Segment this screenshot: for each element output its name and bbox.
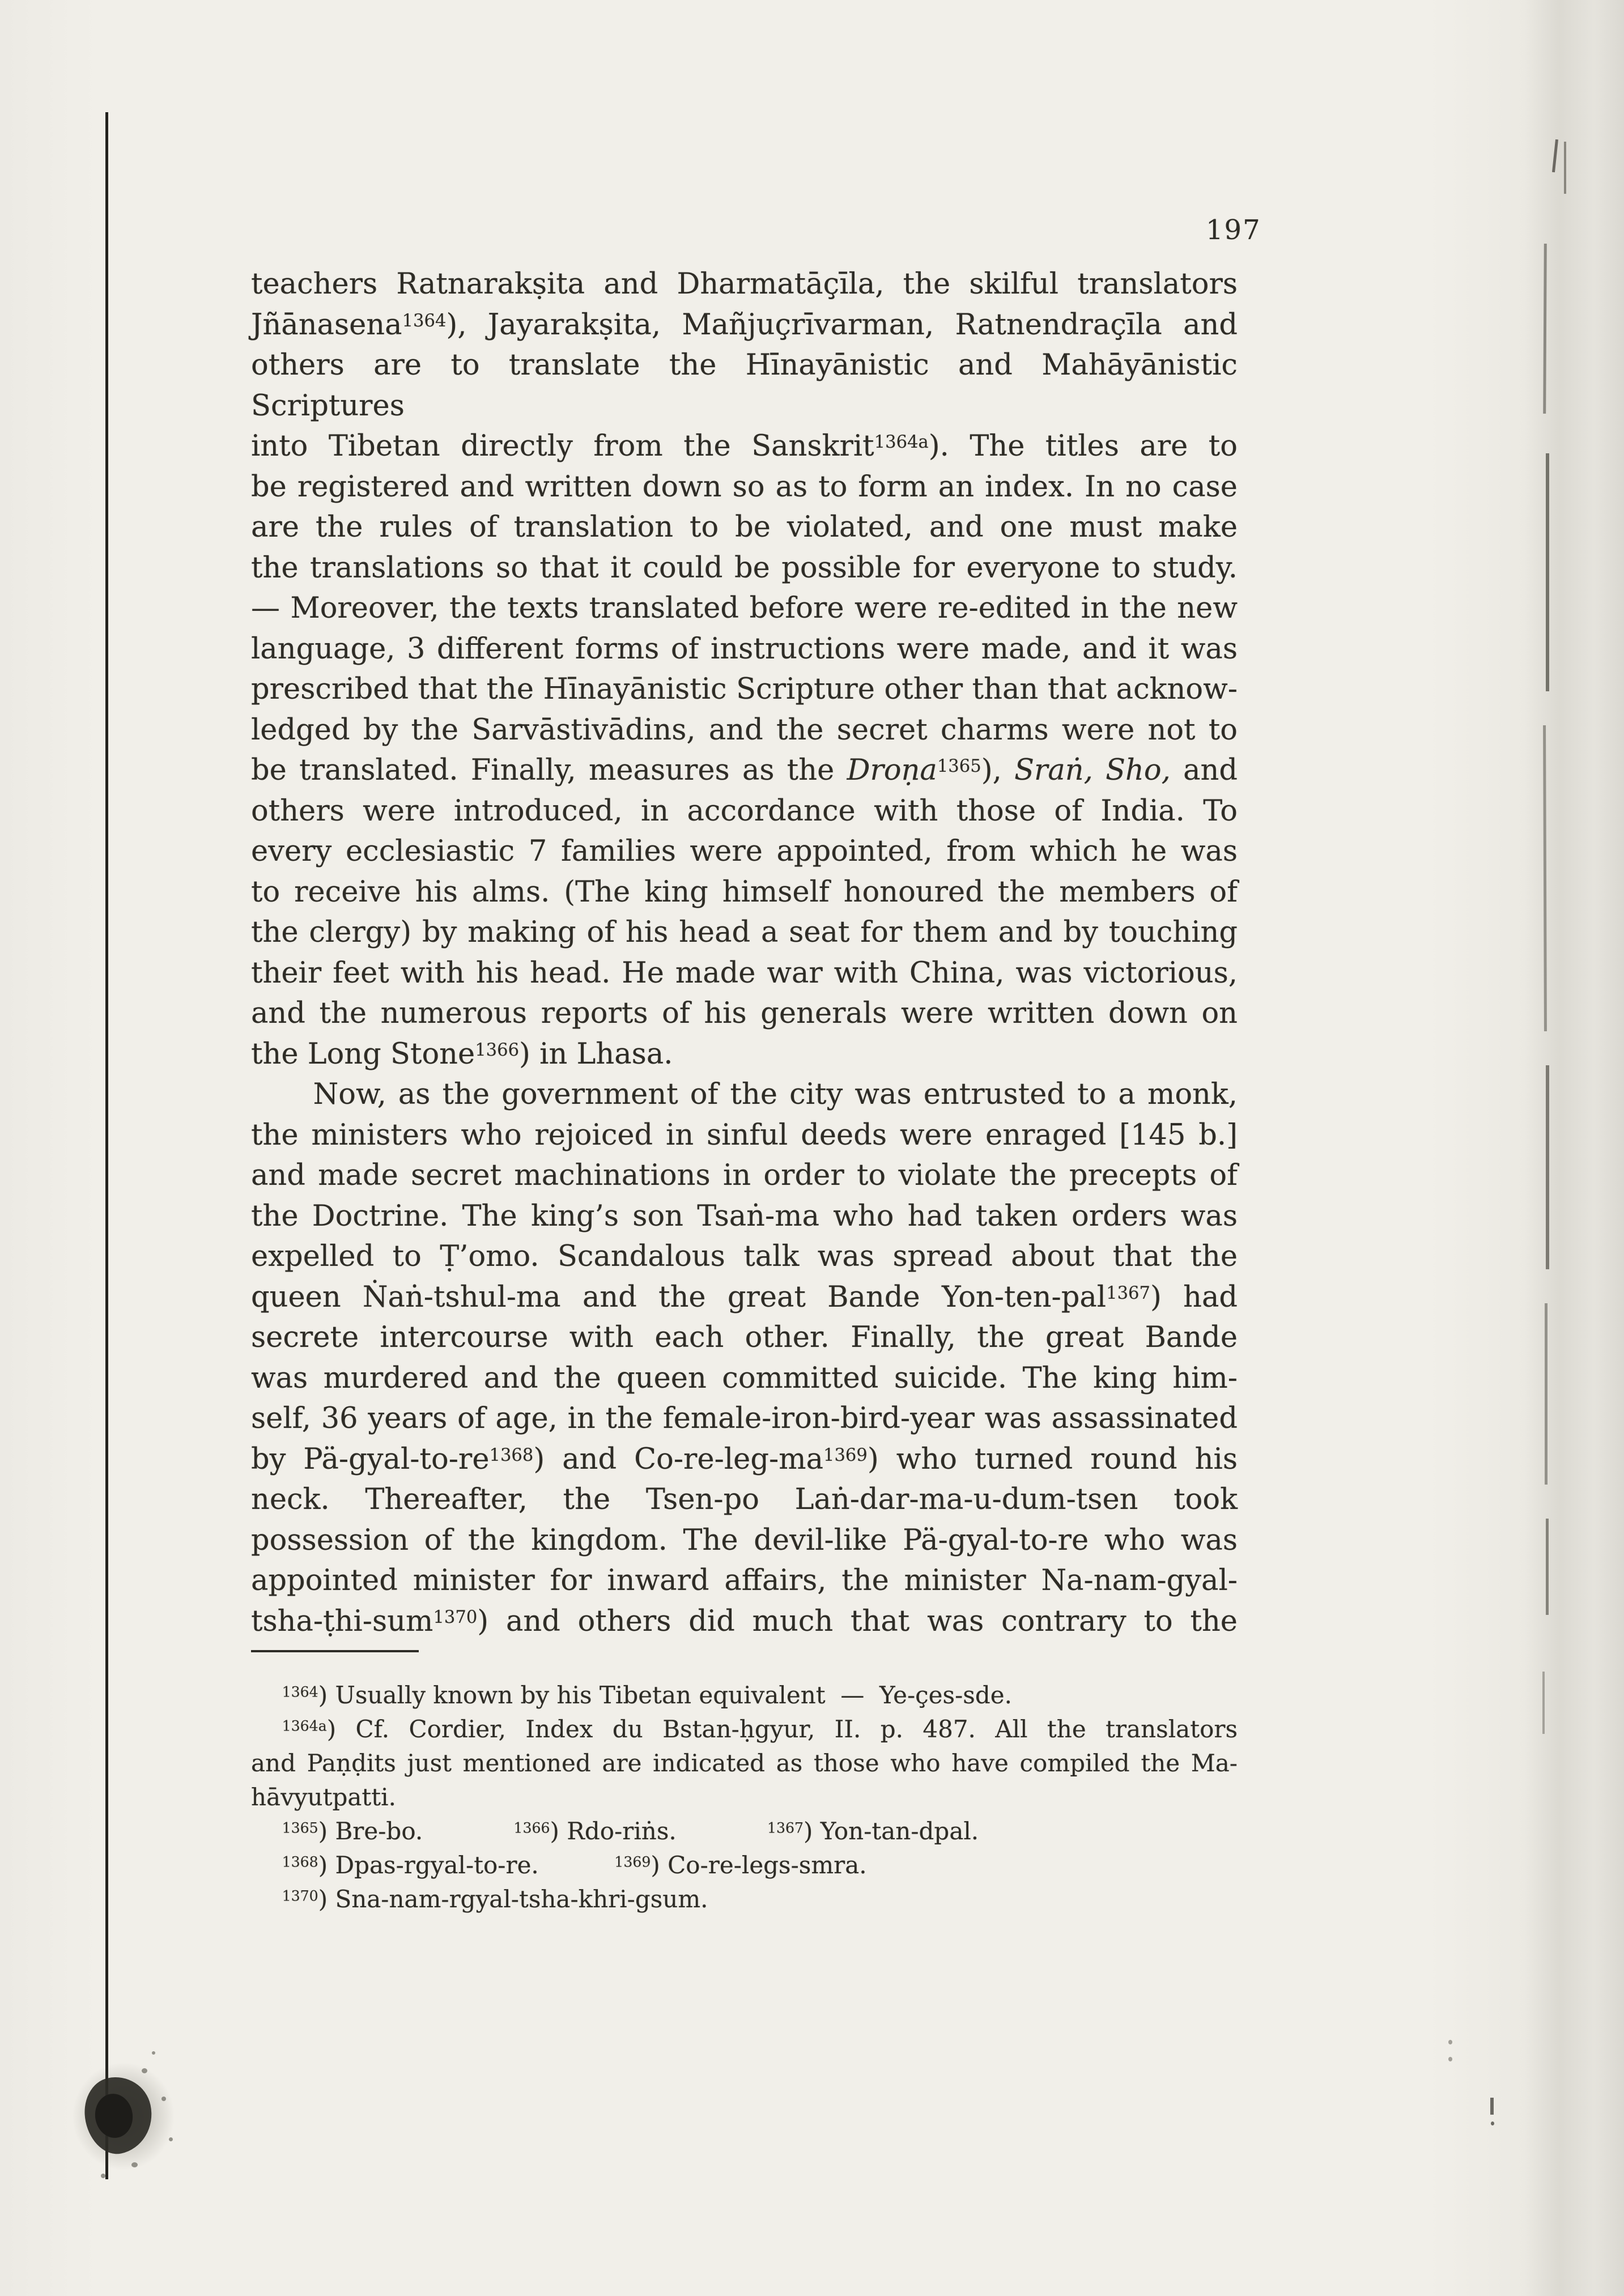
text-line: Jñānasena$^{1364}$), Jayarakṣita, Mañjuçrīvarman, Ratnendraçīla and <box>251 308 1238 342</box>
speckle <box>101 2174 105 2178</box>
text-line: hāvyutpatti. <box>251 1783 396 1811</box>
paragraph <box>251 1678 1238 1712</box>
text-line: the clergy) by making of his head a seat for them and by touching <box>251 916 1238 949</box>
binding-streak <box>1542 1672 1545 1734</box>
footnote-separator-rule <box>251 1650 419 1652</box>
text-line: ledged by the Sarvāstivādins, and the secret charms were not to <box>251 713 1238 747</box>
text-line: $^{1368}$) Dpas-rgyal-to-re. $^{1369}$) Co-re-legs-smra. <box>282 1851 867 1879</box>
speckle <box>161 2097 166 2101</box>
text-line: language, 3 different forms of instructions were made, and it was <box>251 632 1238 666</box>
text-line: the Doctrine. The king’s son Tsaṅ-ma who had taken orders was <box>251 1199 1238 1233</box>
text-line: the ministers who rejoiced in sinful deeds were enraged [145 b.] <box>251 1118 1238 1152</box>
paragraph <box>251 1074 1238 1642</box>
paragraph <box>251 1882 1238 1916</box>
text-line: be registered and written down so as to form an index. In no case <box>251 470 1238 504</box>
text-line: secrete intercourse with each other. Finally, the great Bande <box>251 1321 1238 1354</box>
text-line: $^{1364}$) Usually known by his Tibetan equivalent — Ye-çes-sde. <box>282 1681 1012 1709</box>
text-line: — Moreover, the texts translated before were re-edited in the new <box>251 592 1238 625</box>
text-line: appointed minister for inward affairs, the minister Na-nam-gyal- <box>251 1564 1238 1597</box>
text-line: and made secret machinations in order to violate the precepts of <box>251 1159 1238 1192</box>
paragraph <box>251 1848 1238 1882</box>
text-line: every ecclesiastic 7 families were appointed, from which he was <box>251 835 1238 868</box>
text-line: $^{1364a}$) Cf. Cordier, Index du Bstan-ḥgyur, II. p. 487. All the translators <box>282 1715 1238 1743</box>
text-line: be translated. Finally, measures as the Droṇa$^{1365}$), Sraṅ, Sho, and <box>251 754 1238 787</box>
scan-border-line <box>105 112 108 2179</box>
text-line: was murdered and the queen committed suicide. The king him- <box>251 1361 1238 1395</box>
speckle <box>169 2137 173 2141</box>
text-line: teachers Ratnarakṣita and Dharmatāçīla, the skilful translators <box>251 267 1238 301</box>
scan-mark <box>1448 2057 1452 2061</box>
text-line: and Paṇḍits just mentioned are indicated as those who have compiled the Ma- <box>251 1749 1238 1777</box>
scan-mark <box>1448 2040 1452 2044</box>
text-line: self, 36 years of age, in the female-iron-bird-year was assassinated <box>251 1402 1238 1435</box>
text-line: and the numerous reports of his generals were written down on <box>251 997 1238 1030</box>
text-line: possession of the kingdom. The devil-like Pä-gyal-to-re who was <box>251 1523 1238 1557</box>
scan-mark <box>1490 2098 1494 2115</box>
text-line: by $Pä-gyal-to-re^{1368}$) and $Co-re-leg-ma^{1369}$) who turned round his <box>251 1442 1238 1476</box>
paragraph <box>251 1712 1238 1814</box>
binding-streak <box>1546 1065 1549 1269</box>
scan-mark <box>1564 142 1566 194</box>
page-number: 197 <box>1206 214 1261 246</box>
main-text-block <box>251 264 1238 1642</box>
text-line: the Long Stone$^{1366}$) in Lhasa. <box>251 1037 673 1071</box>
text-line: $^{1365}$) Bre-bo. $^{1366}$) Rdo-riṅs. $^{1367}$) Yon-tan-dpal. <box>282 1817 979 1845</box>
binding-streak <box>1546 453 1549 691</box>
text-line: prescribed that the Hīnayānistic Scripture other than that acknow- <box>251 673 1238 706</box>
speckle <box>131 2162 138 2167</box>
binding-streak <box>1545 1303 1548 1485</box>
paragraph <box>251 264 1238 1074</box>
scan-mark <box>1491 2121 1494 2125</box>
text-line: neck. Thereafter, the Tsen-po Laṅ-dar-ma-u-dum-tsen took <box>251 1483 1238 1516</box>
text-line: are the rules of translation to be violated, and one must make <box>251 511 1238 544</box>
text-line: others are to translate the Hīnayānistic and Mahāyānistic Scriptures <box>251 348 1238 423</box>
text-line: their feet with his head. He made war with China, was victorious, <box>251 956 1238 990</box>
text-line: expelled to Ṭ’omo. Scandalous talk was spread about that the <box>251 1240 1238 1273</box>
binding-shadow <box>1524 0 1624 2296</box>
text-line: tsha-ṭhi-sum$^{1370}$) and others did much that was contrary to the <box>251 1604 1238 1638</box>
speckle <box>152 2051 155 2055</box>
footnotes-block <box>251 1678 1238 1916</box>
text-line: others were introduced, in accordance with those of India. To <box>251 794 1238 828</box>
binding-streak <box>1546 1519 1549 1615</box>
text-line: the translations so that it could be possible for everyone to study. <box>251 551 1238 585</box>
text-line: Now, as the government of the city was entrusted to a monk, <box>313 1078 1238 1111</box>
text-line: $^{1370}$) Sna-nam-rgyal-tsha-khri-gsum. <box>282 1885 708 1913</box>
text-line: to receive his alms. (The king himself honoured the members of <box>251 875 1238 909</box>
text-line: into Tibetan directly from the Sanskrit$^{1364a}$). The titles are to <box>251 430 1238 463</box>
speckle <box>142 2068 147 2073</box>
paragraph <box>251 1814 1238 1848</box>
text-line: queen Ṅaṅ-tshul-ma and the great Bande Yon-ten-pal$^{1367}$) had <box>251 1280 1238 1314</box>
